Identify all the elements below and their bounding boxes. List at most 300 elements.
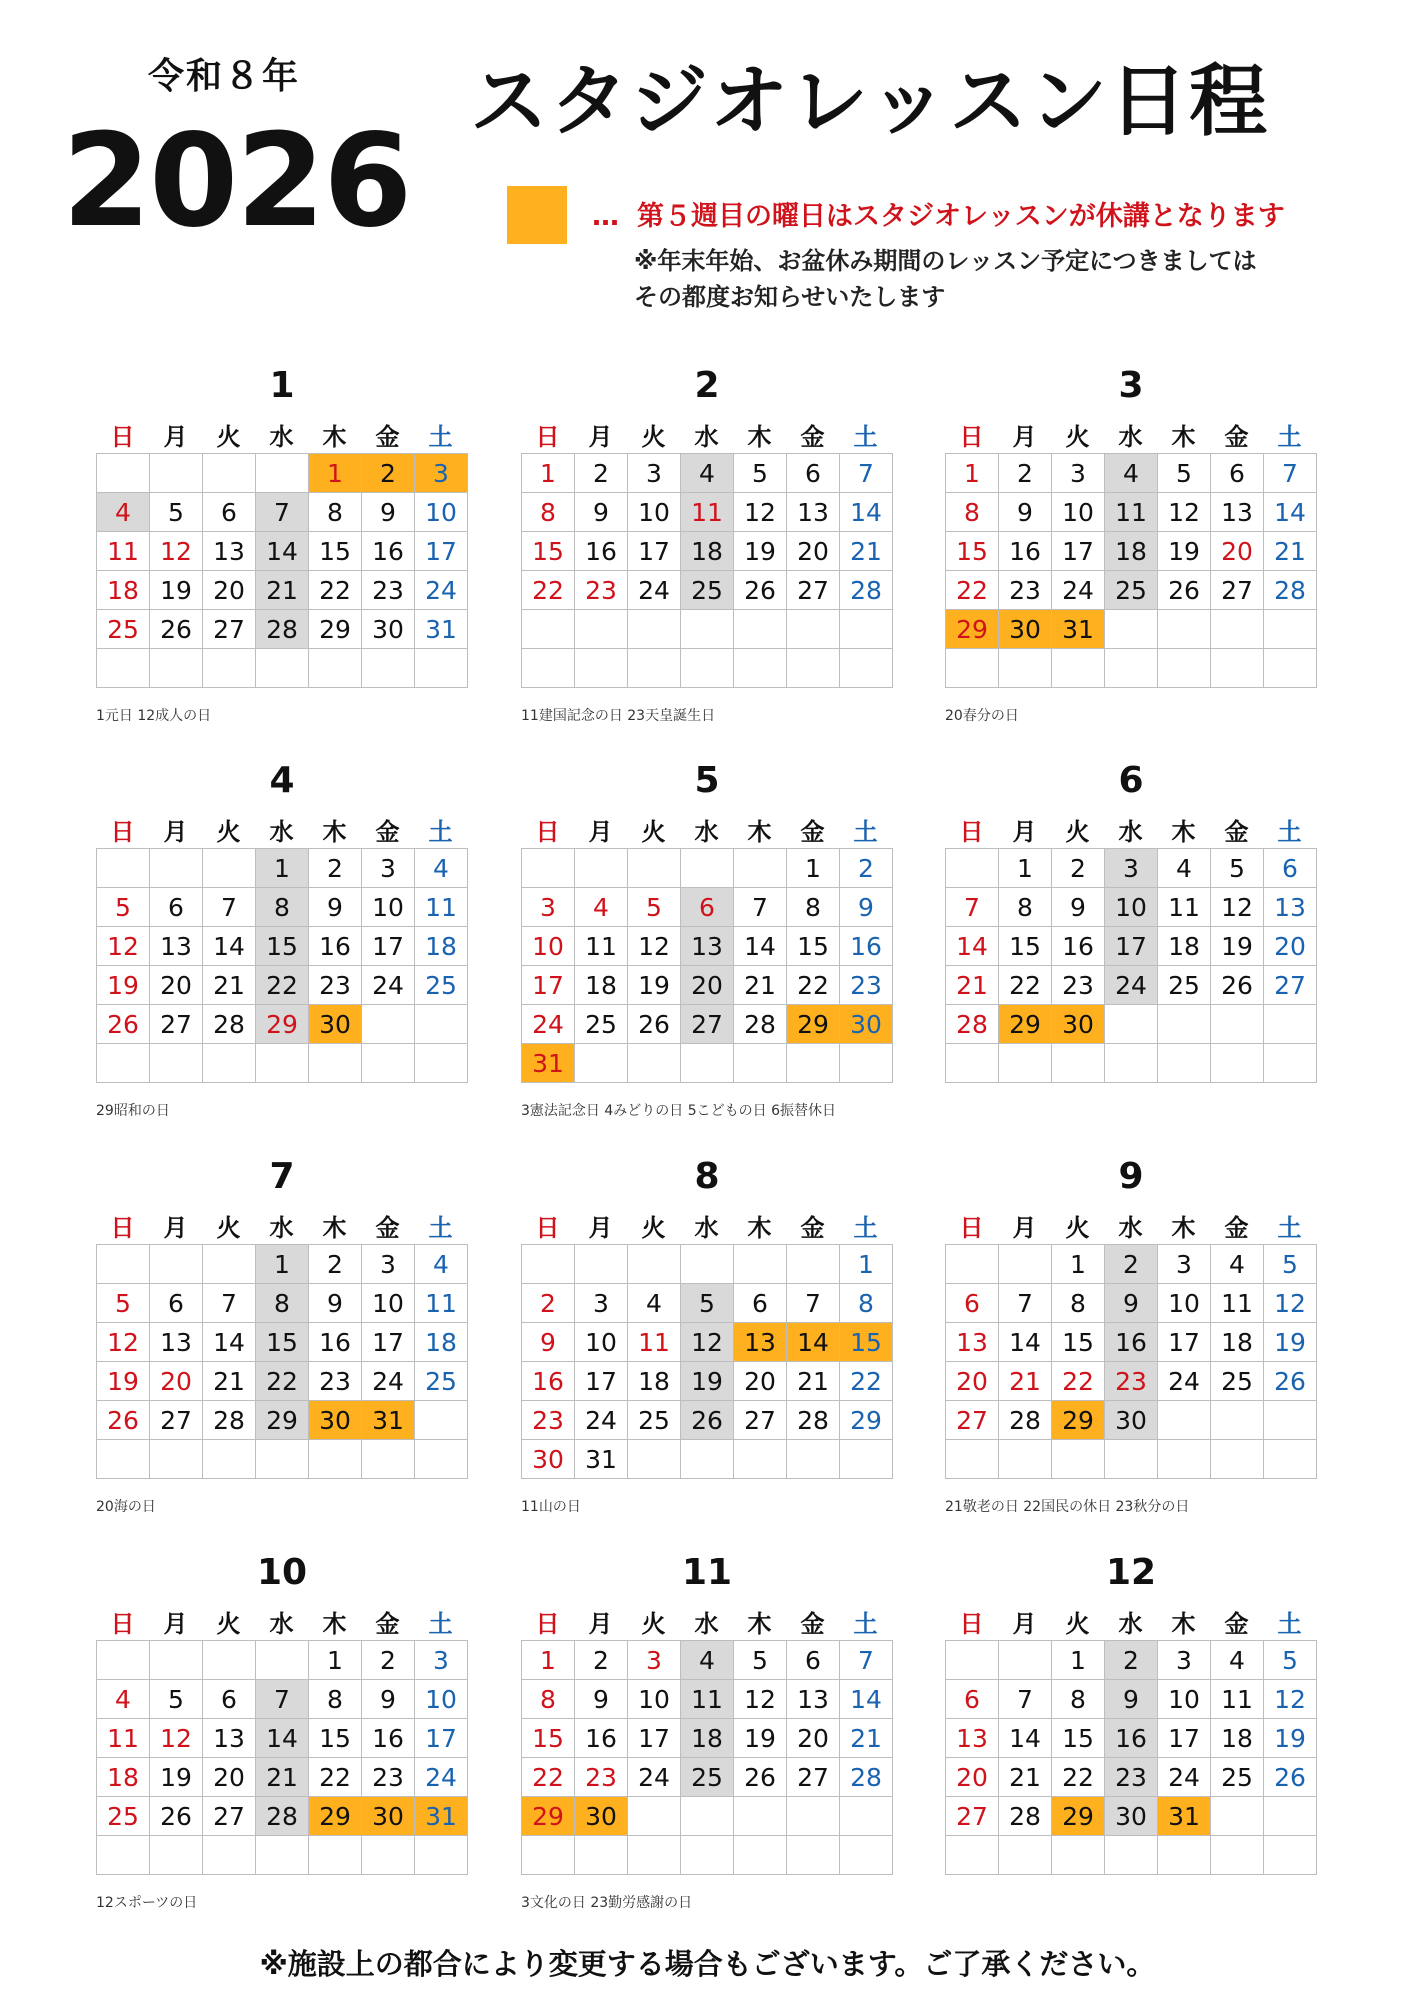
empty-cell: [681, 1440, 734, 1479]
day-cell: 23: [575, 1758, 628, 1797]
weekday-header: [96, 1604, 467, 1639]
day-cell: 3: [362, 849, 415, 888]
empty-cell: [256, 1836, 309, 1875]
weekday-label: 水: [1118, 1610, 1143, 1638]
day-cell: 19: [97, 1362, 150, 1401]
day-cell: 5: [1211, 849, 1264, 888]
month-number: 11: [681, 1552, 733, 1593]
legend-description: 第５週目の曜日はスタジオレッスンが休講となります: [637, 201, 1285, 232]
weekday-label: 水: [269, 1214, 294, 1242]
weekday-label: 木: [1171, 1214, 1196, 1242]
empty-cell: [840, 1440, 893, 1479]
weekday-label: 水: [694, 1214, 719, 1242]
day-cell: 6: [203, 1680, 256, 1719]
day-cell: 2: [1105, 1641, 1158, 1680]
note-line-2: その都度お知らせいたします: [634, 283, 946, 311]
holiday-note: 11建国記念の日 23天皇誕生日: [521, 708, 716, 724]
empty-cell: [522, 849, 575, 888]
day-cell: 4: [1105, 454, 1158, 493]
day-cell: 21: [946, 966, 999, 1005]
day-cell: 14: [787, 1323, 840, 1362]
weekday-label: 水: [1118, 1214, 1143, 1242]
day-cell: 27: [203, 1797, 256, 1836]
day-cell: 12: [1211, 888, 1264, 927]
month-number: 12: [1105, 1552, 1157, 1593]
day-cell: 18: [97, 571, 150, 610]
weekday-label: 月: [163, 1214, 188, 1242]
empty-cell: [1211, 1440, 1264, 1479]
day-grid: [96, 1640, 468, 1875]
day-cell: 3: [415, 1641, 468, 1680]
empty-cell: [681, 649, 734, 688]
empty-cell: [734, 1836, 787, 1875]
day-cell: 15: [840, 1323, 893, 1362]
weekday-label: 火: [641, 818, 666, 846]
day-cell: 7: [256, 493, 309, 532]
holiday-note: 20春分の日: [945, 708, 1019, 724]
day-cell: 11: [97, 1719, 150, 1758]
weekday-label: 木: [747, 818, 772, 846]
day-cell: 14: [840, 493, 893, 532]
empty-cell: [1264, 1044, 1317, 1083]
day-cell: 19: [97, 966, 150, 1005]
weekday-label: 金: [375, 1214, 400, 1242]
day-cell: 29: [787, 1005, 840, 1044]
day-cell: 29: [256, 1401, 309, 1440]
empty-cell: [946, 649, 999, 688]
day-cell: 10: [362, 1284, 415, 1323]
day-cell: 17: [362, 927, 415, 966]
day-cell: 8: [522, 1680, 575, 1719]
weekday-label: 木: [322, 1214, 347, 1242]
day-grid: [521, 848, 893, 1083]
weekday-label: 土: [1277, 1610, 1302, 1638]
day-cell: 30: [309, 1005, 362, 1044]
empty-cell: [946, 1641, 999, 1680]
weekday-label: 火: [216, 1610, 241, 1638]
weekday-header: [521, 812, 892, 847]
day-cell: 22: [999, 966, 1052, 1005]
day-grid: [521, 453, 893, 688]
empty-cell: [203, 1641, 256, 1680]
weekday-label: 金: [375, 818, 400, 846]
empty-cell: [97, 1245, 150, 1284]
day-cell: 18: [415, 927, 468, 966]
month-number: 9: [1118, 1156, 1144, 1197]
day-cell: 13: [681, 927, 734, 966]
day-cell: 25: [415, 1362, 468, 1401]
day-cell: 2: [575, 454, 628, 493]
weekday-label: 火: [1065, 1610, 1090, 1638]
holiday-note: 3憲法記念日 4みどりの日 5こどもの日 6振替休日: [521, 1103, 836, 1119]
day-cell: 10: [415, 493, 468, 532]
day-cell: 16: [1105, 1323, 1158, 1362]
day-cell: 21: [840, 532, 893, 571]
day-cell: 23: [309, 1362, 362, 1401]
day-cell: 1: [999, 849, 1052, 888]
weekday-label: 土: [1277, 423, 1302, 451]
month-number: 7: [269, 1156, 295, 1197]
day-cell: 29: [840, 1401, 893, 1440]
weekday-label: 金: [375, 423, 400, 451]
weekday-label: 月: [1012, 1610, 1037, 1638]
day-cell: 24: [1052, 571, 1105, 610]
holiday-note: 20海の日: [96, 1499, 156, 1515]
day-cell: 25: [415, 966, 468, 1005]
day-cell: 23: [1052, 966, 1105, 1005]
day-cell: 31: [522, 1044, 575, 1083]
day-cell: 25: [1211, 1362, 1264, 1401]
day-cell: 6: [787, 1641, 840, 1680]
day-cell: 15: [256, 1323, 309, 1362]
day-cell: 22: [522, 1758, 575, 1797]
weekday-label: 日: [110, 818, 135, 846]
day-cell: 7: [840, 1641, 893, 1680]
empty-cell: [97, 1440, 150, 1479]
day-cell: 29: [309, 1797, 362, 1836]
era-label: 令和８年: [148, 56, 301, 97]
day-cell: 14: [203, 1323, 256, 1362]
day-cell: 17: [1105, 927, 1158, 966]
legend-swatch: [507, 186, 567, 244]
empty-cell: [575, 1836, 628, 1875]
day-cell: 19: [150, 571, 203, 610]
day-cell: 27: [787, 571, 840, 610]
day-cell: 27: [203, 610, 256, 649]
day-cell: 9: [1105, 1284, 1158, 1323]
day-cell: 24: [1158, 1758, 1211, 1797]
day-cell: 2: [362, 1641, 415, 1680]
weekday-label: 木: [322, 818, 347, 846]
day-cell: 19: [628, 966, 681, 1005]
day-cell: 10: [1158, 1680, 1211, 1719]
empty-cell: [734, 610, 787, 649]
day-cell: 24: [362, 1362, 415, 1401]
weekday-label: 日: [535, 423, 560, 451]
day-cell: 2: [1105, 1245, 1158, 1284]
day-cell: 2: [309, 849, 362, 888]
day-cell: 26: [734, 571, 787, 610]
day-cell: 6: [734, 1284, 787, 1323]
day-cell: 12: [681, 1323, 734, 1362]
weekday-label: 金: [1224, 818, 1249, 846]
empty-cell: [1158, 649, 1211, 688]
day-cell: 22: [309, 1758, 362, 1797]
empty-cell: [203, 1044, 256, 1083]
weekday-label: 月: [163, 818, 188, 846]
day-cell: 16: [575, 532, 628, 571]
weekday-label: 日: [110, 1610, 135, 1638]
day-cell: 5: [628, 888, 681, 927]
empty-cell: [1052, 1836, 1105, 1875]
weekday-label: 日: [959, 1214, 984, 1242]
day-cell: 18: [681, 1719, 734, 1758]
day-cell: 19: [1158, 532, 1211, 571]
day-cell: 5: [1158, 454, 1211, 493]
day-cell: 24: [522, 1005, 575, 1044]
day-cell: 13: [734, 1323, 787, 1362]
day-cell: 26: [1211, 966, 1264, 1005]
day-cell: 30: [999, 610, 1052, 649]
day-cell: 13: [203, 532, 256, 571]
day-cell: 13: [787, 1680, 840, 1719]
empty-cell: [1158, 1401, 1211, 1440]
empty-cell: [522, 1836, 575, 1875]
day-cell: 21: [256, 1758, 309, 1797]
day-cell: 8: [946, 493, 999, 532]
day-cell: 21: [787, 1362, 840, 1401]
empty-cell: [1264, 1401, 1317, 1440]
day-cell: 21: [203, 1362, 256, 1401]
empty-cell: [522, 1245, 575, 1284]
day-cell: 27: [1211, 571, 1264, 610]
empty-cell: [150, 1641, 203, 1680]
day-cell: 24: [1158, 1362, 1211, 1401]
empty-cell: [1052, 1044, 1105, 1083]
weekday-label: 金: [1224, 1610, 1249, 1638]
day-cell: 25: [681, 571, 734, 610]
day-cell: 1: [309, 1641, 362, 1680]
day-cell: 19: [1264, 1323, 1317, 1362]
empty-cell: [362, 1005, 415, 1044]
empty-cell: [787, 1797, 840, 1836]
day-cell: 26: [1264, 1758, 1317, 1797]
holiday-note: 21敬老の日 22国民の休日 23秋分の日: [945, 1499, 1190, 1515]
day-cell: 11: [1158, 888, 1211, 927]
day-cell: 20: [203, 571, 256, 610]
weekday-label: 日: [959, 1610, 984, 1638]
day-cell: 1: [256, 849, 309, 888]
weekday-label: 日: [535, 1610, 560, 1638]
day-cell: 9: [1105, 1680, 1158, 1719]
day-cell: 23: [999, 571, 1052, 610]
day-cell: 7: [1264, 454, 1317, 493]
weekday-label: 土: [853, 1610, 878, 1638]
weekday-label: 日: [959, 818, 984, 846]
day-cell: 2: [309, 1245, 362, 1284]
day-cell: 29: [522, 1797, 575, 1836]
day-cell: 7: [787, 1284, 840, 1323]
day-cell: 23: [309, 966, 362, 1005]
empty-cell: [1211, 649, 1264, 688]
day-cell: 2: [999, 454, 1052, 493]
day-cell: 2: [362, 454, 415, 493]
empty-cell: [628, 1797, 681, 1836]
day-cell: 18: [1211, 1719, 1264, 1758]
weekday-label: 月: [588, 1610, 613, 1638]
day-cell: 3: [362, 1245, 415, 1284]
day-cell: 10: [628, 1680, 681, 1719]
day-cell: 12: [1158, 493, 1211, 532]
day-cell: 26: [97, 1401, 150, 1440]
day-cell: 9: [840, 888, 893, 927]
day-cell: 18: [1158, 927, 1211, 966]
weekday-label: 月: [1012, 423, 1037, 451]
empty-cell: [309, 649, 362, 688]
day-cell: 12: [150, 532, 203, 571]
empty-cell: [150, 849, 203, 888]
day-cell: 5: [681, 1284, 734, 1323]
day-cell: 7: [840, 454, 893, 493]
day-cell: 4: [1158, 849, 1211, 888]
weekday-label: 土: [853, 423, 878, 451]
weekday-label: 木: [747, 1214, 772, 1242]
day-cell: 11: [1105, 493, 1158, 532]
day-cell: 13: [203, 1719, 256, 1758]
empty-cell: [681, 1797, 734, 1836]
empty-cell: [681, 1044, 734, 1083]
weekday-label: 金: [1224, 1214, 1249, 1242]
day-cell: 6: [1264, 849, 1317, 888]
weekday-label: 日: [110, 1214, 135, 1242]
weekday-label: 火: [641, 423, 666, 451]
day-cell: 16: [362, 1719, 415, 1758]
empty-cell: [256, 1641, 309, 1680]
weekday-header: [96, 812, 467, 847]
weekday-label: 火: [216, 818, 241, 846]
day-grid: [96, 1244, 468, 1479]
empty-cell: [840, 1044, 893, 1083]
day-cell: 27: [946, 1401, 999, 1440]
empty-cell: [999, 1044, 1052, 1083]
empty-cell: [256, 1440, 309, 1479]
day-cell: 27: [150, 1401, 203, 1440]
month-number: 4: [269, 760, 295, 801]
day-cell: 17: [522, 966, 575, 1005]
day-cell: 3: [1105, 849, 1158, 888]
month-number: 1: [269, 365, 295, 406]
day-cell: 16: [1052, 927, 1105, 966]
day-cell: 16: [309, 927, 362, 966]
day-cell: 13: [1211, 493, 1264, 532]
empty-cell: [787, 1044, 840, 1083]
day-cell: 27: [734, 1401, 787, 1440]
day-cell: 23: [1105, 1362, 1158, 1401]
day-cell: 29: [256, 1005, 309, 1044]
day-cell: 25: [1211, 1758, 1264, 1797]
empty-cell: [97, 1836, 150, 1875]
day-cell: 23: [522, 1401, 575, 1440]
day-cell: 11: [415, 1284, 468, 1323]
empty-cell: [203, 1836, 256, 1875]
empty-cell: [575, 610, 628, 649]
day-cell: 19: [1211, 927, 1264, 966]
weekday-header: [521, 417, 892, 452]
day-cell: 7: [999, 1680, 1052, 1719]
empty-cell: [415, 1836, 468, 1875]
empty-cell: [575, 1245, 628, 1284]
day-cell: 28: [840, 1758, 893, 1797]
day-cell: 31: [575, 1440, 628, 1479]
day-cell: 10: [362, 888, 415, 927]
day-cell: 10: [522, 927, 575, 966]
empty-cell: [628, 610, 681, 649]
empty-cell: [999, 649, 1052, 688]
day-cell: 18: [97, 1758, 150, 1797]
weekday-label: 木: [1171, 1610, 1196, 1638]
day-cell: 4: [681, 1641, 734, 1680]
empty-cell: [628, 1836, 681, 1875]
empty-cell: [415, 1044, 468, 1083]
day-cell: 30: [522, 1440, 575, 1479]
day-cell: 27: [787, 1758, 840, 1797]
day-cell: 7: [256, 1680, 309, 1719]
day-cell: 24: [415, 1758, 468, 1797]
day-cell: 13: [787, 493, 840, 532]
day-cell: 4: [415, 849, 468, 888]
weekday-header: [521, 1604, 892, 1639]
day-cell: 8: [309, 493, 362, 532]
day-cell: 26: [1264, 1362, 1317, 1401]
empty-cell: [97, 1044, 150, 1083]
day-grid: [96, 848, 468, 1083]
day-cell: 27: [1264, 966, 1317, 1005]
empty-cell: [256, 1044, 309, 1083]
legend-dots: …: [592, 201, 619, 232]
weekday-label: 日: [959, 423, 984, 451]
empty-cell: [97, 454, 150, 493]
day-cell: 14: [946, 927, 999, 966]
weekday-label: 火: [1065, 818, 1090, 846]
empty-cell: [150, 1440, 203, 1479]
day-cell: 17: [1158, 1323, 1211, 1362]
empty-cell: [1158, 1440, 1211, 1479]
empty-cell: [946, 849, 999, 888]
day-cell: 26: [150, 610, 203, 649]
empty-cell: [734, 1440, 787, 1479]
day-cell: 6: [203, 493, 256, 532]
empty-cell: [309, 1836, 362, 1875]
day-cell: 3: [522, 888, 575, 927]
day-cell: 6: [787, 454, 840, 493]
day-cell: 26: [628, 1005, 681, 1044]
day-grid: [945, 1640, 1317, 1875]
day-cell: 9: [309, 888, 362, 927]
empty-cell: [999, 1641, 1052, 1680]
day-cell: 10: [1158, 1284, 1211, 1323]
weekday-label: 金: [800, 1610, 825, 1638]
weekday-label: 金: [800, 1214, 825, 1242]
day-cell: 26: [97, 1005, 150, 1044]
empty-cell: [1211, 1044, 1264, 1083]
day-cell: 4: [97, 1680, 150, 1719]
day-cell: 22: [1052, 1362, 1105, 1401]
day-cell: 27: [150, 1005, 203, 1044]
empty-cell: [734, 649, 787, 688]
day-cell: 20: [787, 532, 840, 571]
weekday-label: 木: [747, 1610, 772, 1638]
day-cell: 30: [362, 610, 415, 649]
empty-cell: [309, 1044, 362, 1083]
day-cell: 20: [681, 966, 734, 1005]
empty-cell: [628, 1044, 681, 1083]
day-cell: 23: [1105, 1758, 1158, 1797]
day-cell: 7: [734, 888, 787, 927]
empty-cell: [946, 1044, 999, 1083]
empty-cell: [415, 649, 468, 688]
day-cell: 8: [1052, 1284, 1105, 1323]
day-cell: 23: [362, 1758, 415, 1797]
weekday-label: 月: [588, 423, 613, 451]
day-cell: 1: [522, 454, 575, 493]
weekday-header: [945, 417, 1316, 452]
empty-cell: [362, 1044, 415, 1083]
day-cell: 16: [840, 927, 893, 966]
day-cell: 14: [256, 532, 309, 571]
weekday-header: [521, 1208, 892, 1243]
day-grid: [945, 453, 1317, 688]
day-cell: 3: [1052, 454, 1105, 493]
